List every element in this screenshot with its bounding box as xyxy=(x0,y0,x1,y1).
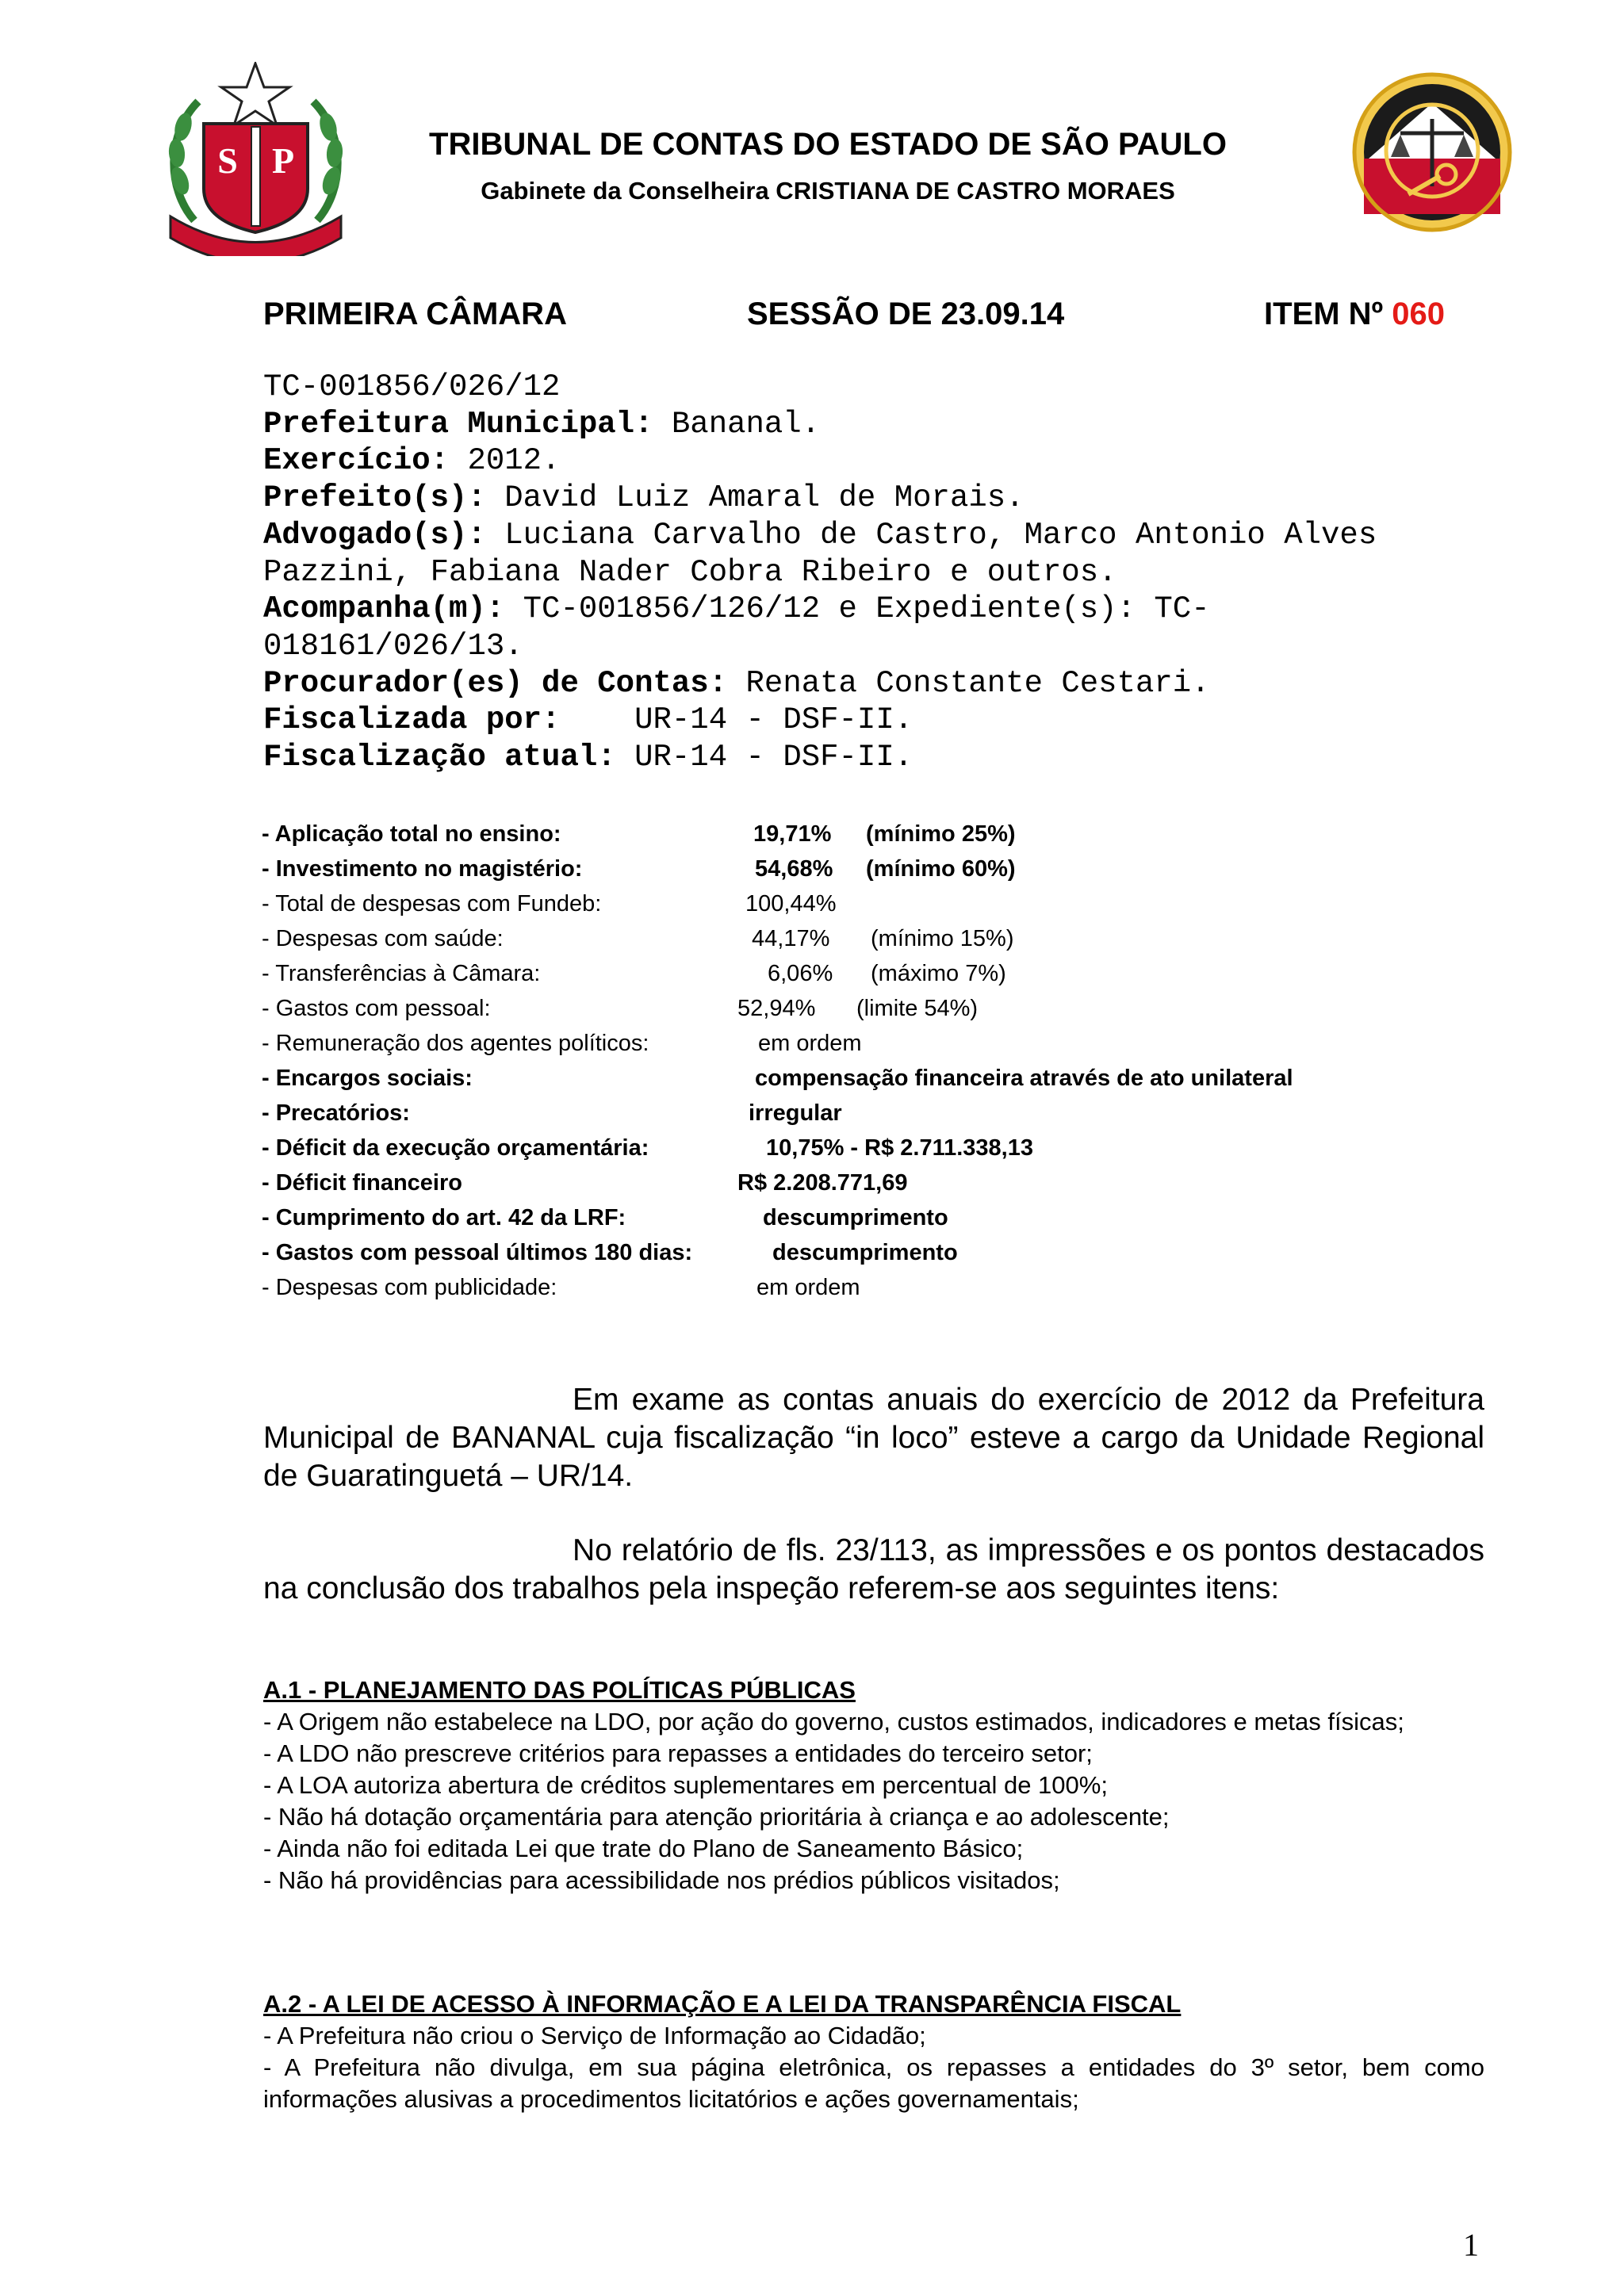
info-procurador: Procurador(es) de Contas: Renata Constante Cestari. xyxy=(263,665,1210,701)
session-date: SESSÃO DE 23.09.14 xyxy=(747,297,1065,331)
list-item: - Ainda não foi editada Lei que trate do Plano de Saneamento Básico; xyxy=(263,1835,1024,1862)
header-title: TRIBUNAL DE CONTAS DO ESTADO DE SÃO PAULO xyxy=(429,127,1227,162)
session-camara: PRIMEIRA CÂMARA xyxy=(263,297,567,331)
section-a2-title: A.2 - A LEI DE ACESSO À INFORMAÇÃO E A LEI DA TRANSPARÊNCIA FISCAL xyxy=(263,1990,1182,2018)
section-a1-title: A.1 - PLANEJAMENTO DAS POLÍTICAS PÚBLICAS xyxy=(263,1676,856,1704)
paragraph-exam: Em exame as contas anuais do exercício de 2012 da Prefeitura Municipal de BANANAL cuja fiscalização “in loco” esteve a cargo da Unidade Regional de Guaratinguetá – UR/14. xyxy=(263,1383,1484,1493)
info-advogado: Advogado(s): Luciana Carvalho de Castro, Marco Antonio Alves xyxy=(263,517,1377,553)
item-label: ITEM Nº xyxy=(1264,297,1384,331)
header-subtitle: Gabinete da Conselheira CRISTIANA DE CASTRO MORAES xyxy=(481,177,1175,205)
item-number: 060 xyxy=(1392,297,1446,331)
info-acompanha: Acompanha(m): TC-001856/126/12 e Expediente(s): TC- xyxy=(263,591,1210,627)
session-item xyxy=(1264,295,1445,333)
tc-number: TC-001856/026/12 xyxy=(263,369,561,404)
info-prefeito: Prefeito(s): David Luiz Amaral de Morais. xyxy=(263,480,1025,516)
process-info xyxy=(263,369,1500,776)
info-fiscalizacao: Fiscalização atual: UR-14 - DSF-II. xyxy=(263,740,914,775)
list-item: - A LDO não prescreve critérios para repasses a entidades do terceiro setor; xyxy=(263,1739,1093,1767)
info-fiscalizada: Fiscalizada por: UR-14 - DSF-II. xyxy=(263,702,914,738)
section-a2-list xyxy=(263,2020,1484,2115)
info-exercicio: Exercício: 2012. xyxy=(263,443,561,479)
info-advogado-cont: Pazzini, Fabiana Nader Cobra Ribeiro e outros. xyxy=(263,554,1117,590)
svg-text:P: P xyxy=(271,140,295,181)
info-acompanha-cont: 018161/026/13. xyxy=(263,628,523,664)
paragraph-report: No relatório de fls. 23/113, as impressões e os pontos destacados na conclusão dos trabalhos pela inspeção referem-se aos seguintes itens: xyxy=(263,1533,1484,1605)
list-item: - Não há providências para acessibilidade nos prédios públicos visitados; xyxy=(263,1866,1060,1894)
list-item: - A Origem não estabelece na LDO, por ação do governo, custos estimados, indicadores e metas físicas; xyxy=(263,1708,1404,1735)
list-item: - A Prefeitura não divulga, em sua página eletrônica, os repasses a entidades do 3º setor, bem como informações alusivas a procedimentos licitatórios e ações governamentais; xyxy=(263,2053,1484,2113)
svg-text:S: S xyxy=(217,140,238,181)
list-item: - Não há dotação orçamentária para atenção prioritária à criança e ao adolescente; xyxy=(263,1803,1170,1831)
list-item: - A Prefeitura não criou o Serviço de Informação ao Cidadão; xyxy=(263,2022,926,2049)
page-number: 1 xyxy=(1463,2227,1479,2263)
section-a1-list xyxy=(263,1706,1484,1896)
list-item: - A LOA autoriza abertura de créditos suplementares em percentual de 100%; xyxy=(263,1771,1108,1799)
info-prefeitura: Prefeitura Municipal: Bananal. xyxy=(263,406,821,442)
